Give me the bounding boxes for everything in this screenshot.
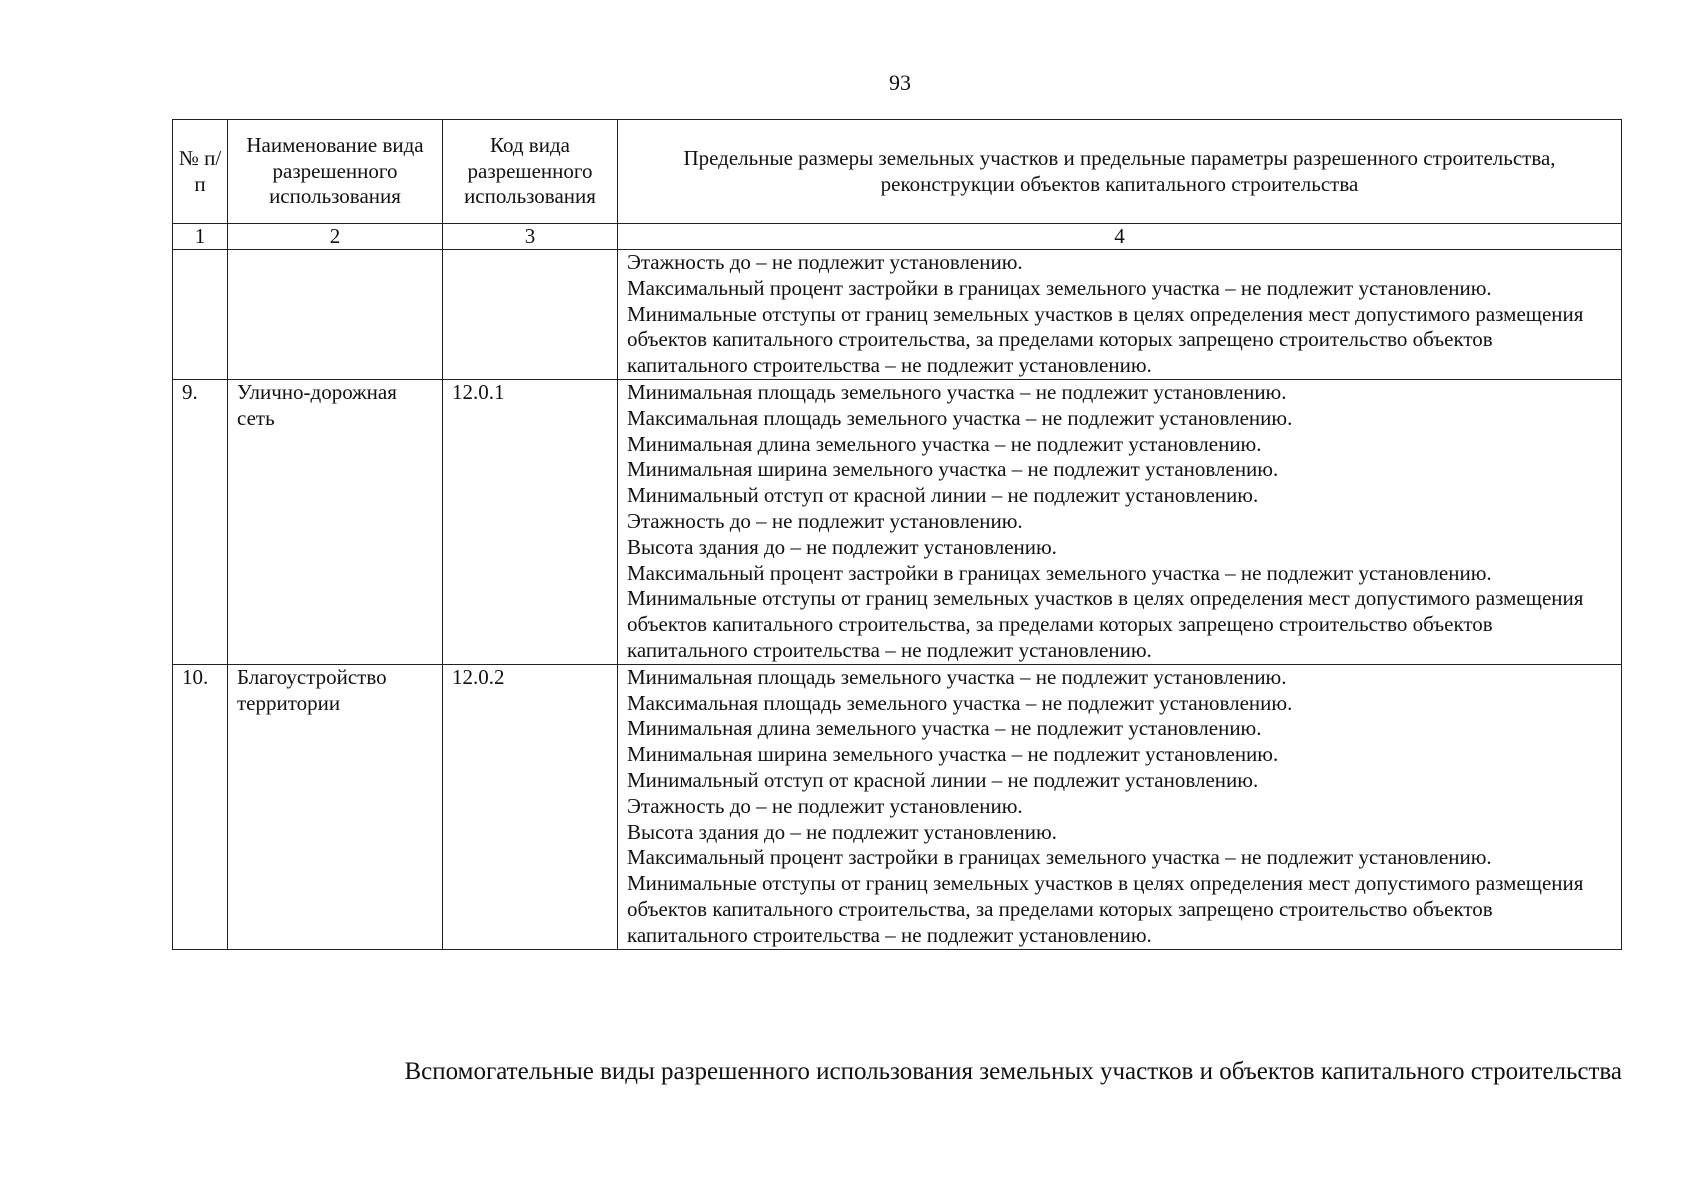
parameter-line: Минимальные отступы от границ земельных участков в целях определения мест допустимого размещения объектов капитального строительства, за пределами которых запрещено строительство объектов капитального строительства – не подлежит установлению. (627, 871, 1584, 947)
parameter-line: Этажность до – не подлежит установлению. (627, 508, 1023, 533)
parameter-line: Минимальный отступ от красной линии – не подлежит установлению. (627, 483, 1259, 508)
section-title: Вспомогательные виды разрешенного использования земельных участков и объектов капитального строительства (404, 1058, 1622, 1085)
row-number: 9. (173, 379, 228, 664)
column-number: 1 (173, 224, 228, 250)
parameter-line: Максимальный процент застройки в границах земельного участка – не подлежит установлению. (627, 275, 1492, 300)
column-number: 3 (443, 224, 618, 250)
row-use-name (228, 250, 443, 380)
parameter-line: Минимальная длина земельного участка – не подлежит установлению. (627, 716, 1262, 741)
table-row (173, 664, 1622, 949)
parameter-line: Высота здания до – не подлежит установлению. (627, 534, 1057, 559)
parameter-line: Минимальная ширина земельного участка – не подлежит установлению. (627, 742, 1279, 767)
parameter-line: Максимальный процент застройки в границах земельного участка – не подлежит установлению. (627, 560, 1492, 585)
parameter-line: Минимальные отступы от границ земельных участков в целях определения мест допустимого размещения объектов капитального строительства, за пределами которых запрещено строительство объектов капитального строительства – не подлежит установлению. (627, 586, 1584, 662)
parameter-line: Минимальная площадь земельного участка – не подлежит установлению. (627, 664, 1287, 689)
table-row (173, 250, 1622, 380)
row-parameters (618, 379, 1622, 664)
regulations-table (172, 119, 1622, 950)
row-use-code (443, 250, 618, 380)
row-parameters (618, 250, 1622, 380)
column-number: 4 (618, 224, 1622, 250)
page-number: 93 (889, 70, 911, 95)
table-row (173, 379, 1622, 664)
column-number: 2 (228, 224, 443, 250)
parameter-line: Минимальный отступ от красной линии – не подлежит установлению. (627, 767, 1259, 792)
parameter-line: Максимальный процент застройки в границах земельного участка – не подлежит установлению. (627, 845, 1492, 870)
header-number: № п/п (173, 120, 228, 224)
parameter-line: Минимальные отступы от границ земельных участков в целях определения мест допустимого размещения объектов капитального строительства, за пределами которых запрещено строительство объектов капитального строительства – не подлежит установлению. (627, 301, 1584, 378)
parameter-line: Минимальная ширина земельного участка – не подлежит установлению. (627, 457, 1279, 482)
parameter-line: Высота здания до – не подлежит установлению. (627, 819, 1057, 844)
parameter-line: Этажность до – не подлежит установлению. (627, 793, 1023, 818)
header-use-name: Наименование вида разрешенного использования (228, 120, 443, 224)
header-use-code: Код вида разрешенного использования (443, 120, 618, 224)
parameter-line: Максимальная площадь земельного участка – не подлежит установлению. (627, 690, 1293, 715)
row-parameters (618, 664, 1622, 949)
column-number-row (173, 224, 1622, 250)
header-parameters: Предельные размеры земельных участков и предельные параметры разрешенного строительства, реконструкции объектов капитального строительства (618, 120, 1622, 224)
row-use-name: Улично-дорожная сеть (228, 379, 443, 664)
row-use-code: 12.0.2 (443, 664, 618, 949)
table-header-row (173, 120, 1622, 224)
parameter-line: Максимальная площадь земельного участка – не подлежит установлению. (627, 405, 1293, 430)
row-use-code: 12.0.1 (443, 379, 618, 664)
row-number: 10. (173, 664, 228, 949)
row-number (173, 250, 228, 380)
parameter-line: Этажность до – не подлежит установлению. (627, 250, 1023, 274)
parameter-line: Минимальная длина земельного участка – не подлежит установлению. (627, 431, 1262, 456)
parameter-line: Минимальная площадь земельного участка – не подлежит установлению. (627, 379, 1287, 404)
row-use-name: Благоустройство территории (228, 664, 443, 949)
